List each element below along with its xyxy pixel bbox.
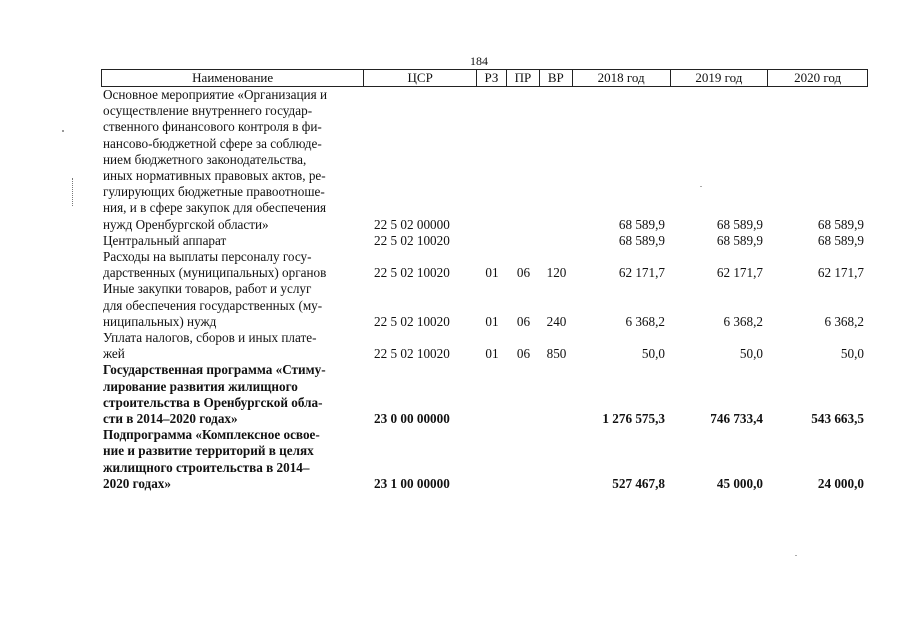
row-value-2020: 24 000,0	[817, 475, 864, 491]
row-value-2020: 543 663,5	[811, 411, 864, 427]
budget-table	[101, 69, 868, 492]
row-value-2018: 6 368,2	[625, 313, 665, 329]
row-value-2020: 62 171,7	[817, 265, 864, 281]
row-name: Расходы на выплаты персоналу госу- дарственных (муниципальных) органов	[103, 249, 327, 281]
row-rz: 01	[485, 265, 499, 281]
header-2018: 2018 год	[573, 70, 671, 86]
row-value-2018: 62 171,7	[618, 265, 665, 281]
row-name: Иные закупки товаров, работ и услуг для обеспечения государственных (му- ниципальных) нужд	[103, 281, 323, 329]
header-rz: РЗ	[477, 70, 507, 86]
margin-binding-marks	[72, 178, 77, 206]
header-name: Наименование	[102, 70, 364, 86]
row-csr: 22 5 02 00000	[374, 216, 450, 232]
row-pr: 06	[516, 313, 531, 329]
row-csr: 23 0 00 00000	[374, 411, 450, 427]
row-rz: 01	[485, 313, 499, 329]
row-vr: 850	[546, 346, 567, 362]
header-pr: ПР	[507, 70, 540, 86]
table-row	[101, 281, 868, 330]
table-body	[101, 87, 868, 492]
row-value-2018: 50,0	[641, 346, 665, 362]
row-pr: 06	[516, 265, 531, 281]
row-vr: 120	[546, 265, 567, 281]
margin-speck	[62, 130, 64, 132]
row-name: Подпрограмма «Комплексное освое- ние и развитие территорий в целях жилищного строительства в 2014– 2020 годах»	[103, 427, 320, 491]
table-row	[101, 362, 868, 427]
table-row	[101, 330, 868, 362]
row-csr: 22 5 02 10020	[374, 346, 450, 362]
row-value-2018: 1 276 575,3	[602, 411, 665, 427]
row-value-2018: 68 589,9	[618, 216, 665, 232]
row-name: Государственная программа «Стиму- лирование развития жилищного строительства в Оренбургской обла- сти в 2014–2020 годах»	[103, 362, 326, 427]
row-name: Центральный аппарат	[103, 232, 227, 248]
table-row	[101, 427, 868, 492]
row-csr: 22 5 02 10020	[374, 313, 450, 329]
row-csr: 22 5 02 10020	[374, 232, 450, 248]
row-value-2019: 45 000,0	[716, 475, 763, 491]
table-header	[101, 69, 868, 87]
row-value-2018: 527 467,8	[612, 475, 665, 491]
row-pr: 06	[516, 346, 531, 362]
row-value-2019: 68 589,9	[716, 232, 763, 248]
row-name: Уплата налогов, сборов и иных плате- жей	[103, 330, 317, 362]
scan-speck	[795, 555, 797, 556]
header-vr: ВР	[540, 70, 573, 86]
row-vr: 240	[546, 313, 567, 329]
row-csr: 23 1 00 00000	[374, 475, 450, 491]
row-value-2019: 746 733,4	[710, 411, 763, 427]
row-value-2020: 68 589,9	[817, 216, 864, 232]
table-row	[101, 233, 868, 249]
row-value-2019: 68 589,9	[716, 216, 763, 232]
row-name: Основное мероприятие «Организация и осуществление внутреннего государ- ственного финансового контроля в фи- нансово-бюджетной сфере за соблюде- нием бюджетного законодательства, иных нормативных правовых актов, ре- гулирующих бюджетные правоотноше- ния, и в сфере закупок для обеспечения нужд Оренбургской области»	[103, 87, 328, 232]
row-csr: 22 5 02 10020	[374, 265, 450, 281]
header-2019: 2019 год	[671, 70, 769, 86]
row-value-2020: 68 589,9	[817, 232, 864, 248]
table-row	[101, 249, 868, 281]
row-value-2020: 6 368,2	[824, 313, 864, 329]
row-value-2019: 50,0	[739, 346, 763, 362]
row-value-2019: 62 171,7	[716, 265, 763, 281]
header-2020: 2020 год	[794, 70, 842, 85]
row-value-2020: 50,0	[840, 346, 864, 362]
row-value-2019: 6 368,2	[723, 313, 763, 329]
row-value-2018: 68 589,9	[618, 232, 665, 248]
row-rz: 01	[485, 346, 499, 362]
page-number: 184	[470, 54, 488, 68]
table-row	[101, 87, 868, 233]
header-csr: ЦСР	[364, 70, 477, 86]
